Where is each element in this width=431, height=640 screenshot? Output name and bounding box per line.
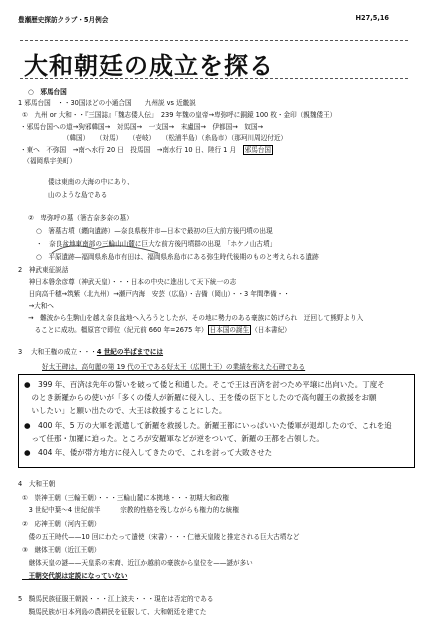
yamatai-route-line-2 [20, 146, 273, 155]
jimmu-line-enthrone [28, 326, 291, 335]
jimmu-line-1: 神日本磐余彦尊（神武天皇）・・・日本の中央に進出して天下統一の志 [22, 278, 237, 286]
stele-400-line-1: ● 400 年、5 万の大軍を派遣して新羅を救援した。新羅王都にいっぱいいた倭軍が退却したので、これを追 [24, 421, 392, 430]
yamatai-line-1: 1 邪馬台国 ・・30国ほどの小通合国 九州説 vs 近畿説 [18, 99, 196, 107]
sujin-period-line: 3 世紀中葉〜4 世紀前半 宗教的性格を残しながらも権力的な統権 [22, 506, 239, 514]
yamatai-route-text: ・東へ 不弥国 →南へ水行 20 日 投馬国 →南水行 10 日、陸行 1 月 [20, 146, 243, 154]
japan-birth-boxed: 日本国の誕生 [209, 326, 250, 334]
stele-399-line-3: いしたい」と願い出たので、大王は救援することにした。 [24, 406, 227, 415]
five-kings-line: 倭の五王時代——10 回にわたって遣使（宋書）・・・仁徳天皇陵と推定される巨大古墳など [22, 533, 300, 541]
yamatai-quote-2: 山のような島である [48, 191, 108, 199]
hirabaru-line: ○ 平原遺跡—福岡県糸島市有田は、福岡県糸島市にある弥生時代後期のものと考えられる遺跡 [36, 253, 319, 261]
yamatai-boxed-label: 邪馬台国 [244, 146, 272, 154]
jimmu-heading: 2 神武東征説話 [18, 266, 69, 274]
kotaio-stele-line: 好太王碑は、高句麗の第 19 代の王である好太王（広開土王）の業績を称えた石碑である [42, 363, 306, 371]
jimmu-to-yamato: →大和へ [22, 302, 54, 310]
nihonshoki-ref: （日本書紀） [251, 326, 291, 334]
stele-399-line-1: ● 399 年、百済は先年の誓いを破って倭と和通した。そこで王は百済を討つため平壌に出向いた。丁度そ [24, 380, 385, 389]
jimmu-line-detour: → 難波から生駒山を越え奈良盆地へ入ろうとしたが、その地に勢力のある豪族に妨げられ 迂回して熊野より入 [28, 314, 364, 322]
keitai-dynasty-heading: ③ 継体王朝（近江王朝） [22, 546, 101, 554]
title-bottom-rule [20, 78, 408, 79]
hashihaka-line: ○ 箸墓古墳（纒向遺跡）—奈良県桜井市—日本で最初の巨大前方後円墳の出現 [36, 227, 273, 235]
yamatai-umi-note: （福岡県宇美町） [20, 157, 77, 165]
yamatai-route-places: （韓国） （対馬） （壱岐） （松浦半島）（糸島市）（那珂川周辺付近） [20, 134, 288, 142]
yamatai-line-2: ① 九州 or 大和・・『三国誌』「魏志倭人伝」 239 年魏の皇帝→卑弥呼に銅鏡 100 枚・金印（親魏倭王） [22, 111, 337, 119]
stele-399-line-2: のとき新羅からの使いが「多くの倭人が新羅に侵入し、王を倭の臣下としたので高句麗王の救援をお願 [24, 393, 377, 402]
horse-rider-heading: 5 騎馬民族征服王朝説・・・江上波夫・・・現在は否定的である [18, 595, 214, 603]
keitai-mystery-line: 継体天皇の謎——天皇系の末裔、近江か越前の豪族から皇位を——謎が多い [22, 559, 253, 567]
stele-400-line-2: って任那・加羅に迫った。ところが安羅軍などが逆をついて、新羅の王都を占領した。 [24, 434, 324, 443]
yamato-kingship-heading [18, 348, 163, 357]
kingship-period: 4 世紀の半ばまでには [96, 348, 164, 356]
yamato-dynasty-heading: 4 大和王朝 [18, 480, 56, 488]
header-date: H27,5,16 [355, 14, 389, 22]
horse-rider-line: 騎馬民族が日本列島の農耕民を征服して、大和朝廷を建てた [22, 608, 207, 616]
makimuku-line: ・ 奈良盆地東南部の三輪山山麓に巨大な前方後円墳群の出現 「ホケノ山古墳」 [36, 240, 277, 248]
kingship-heading-text: 3 大和王権の成立・・・ [18, 348, 97, 356]
ojin-dynasty-heading: ② 応神王朝（河内王朝） [22, 520, 101, 528]
header-org: 豊瀬歴史探訪クラブ・5月例会 [18, 16, 109, 24]
stele-404-line: ● 404 年、倭が帯方地方に侵入してきたので、これを討って大敗させた [24, 448, 273, 457]
section-yamatai-heading: ○ 邪馬台国 [28, 88, 67, 96]
himiko-tomb-heading: ② 卑弥呼の墓（箸古奈多奈の墓） [28, 214, 133, 222]
sujin-dynasty-line: ① 崇神王朝（三輪王朝）・・・三輪山麓に本拠地・・・初期大和政権 [22, 494, 230, 502]
title-top-rule [20, 40, 408, 41]
dynasty-change-note: 王朝交代説は定説になっていない [22, 572, 128, 580]
document-title: 大和朝廷の成立を探る [24, 51, 274, 80]
jimmu-enthrone-text: ることに成功。橿原宮で即位（紀元前 660 年=2675 年） [28, 326, 208, 334]
jimmu-route: 日向高千穂→筑紫（北九州）→瀬戸内海 安芸（広島）・吉備（岡山）・・3 年間準備・・ [22, 290, 290, 298]
yamatai-route-line: ・邪馬台国への道→狗邪韓国→ 対馬国→ 一支国→ 末盧国→ 伊都国→ 奴国→ [20, 123, 264, 131]
yamatai-quote-1: 倭は東南の大海の中にあり、 [48, 178, 134, 186]
